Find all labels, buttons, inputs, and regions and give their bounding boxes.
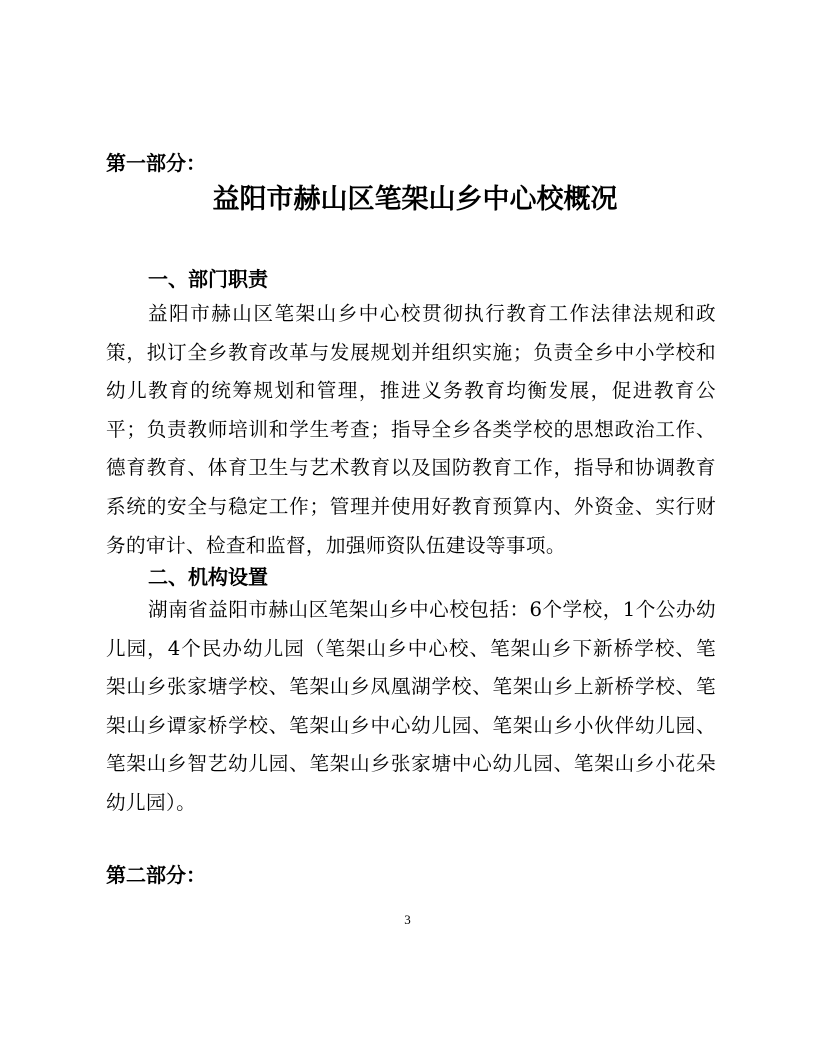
page-number: 3 <box>404 912 411 927</box>
section-body-department-duties: 益阳市赫山区笔架山乡中心校贯彻执行教育工作法律法规和政策，拟订全乡教育改革与发展规划并组织实施；负责全乡中小学校和幼儿教育的统筹规划和管理，推进义务教育均衡发展，促进教育公平；负责教师培训和学生考查；指导全乡各类学校的思想政治工作、德育教育、体育卫生与艺术教育以及国防教育工作，指导和协调教育系统的安全与稳定工作；管理并使用好教育预算内、外资金、实行财务的审计、检查和监督，加强师资队伍建设等事项。 <box>106 302 716 557</box>
section-heading-department-duties: 一、部门职责 <box>148 267 268 291</box>
section-body-organization: 湖南省益阳市赫山区笔架山乡中心校包括：6个学校，1个公办幼儿园，4个民办幼儿园（笔架山乡中心校、笔架山乡下新桥学校、笔架山乡张家塘学校、笔架山乡凤凰湖学校、笔架山乡上新桥学校、笔架山乡谭家桥学校、笔架山乡中心幼儿园、笔架山乡小伙伴幼儿园、笔架山乡智艺幼儿园、笔架山乡张家塘中心幼儿园、笔架山乡小花朵幼儿园）。 <box>106 598 716 814</box>
part-one-heading: 第一部分： <box>106 151 206 175</box>
document-title: 益阳市赫山区笔架山乡中心校概况 <box>212 184 618 215</box>
part-two-heading: 第二部分： <box>106 863 206 887</box>
section-heading-organization: 二、机构设置 <box>148 565 268 589</box>
